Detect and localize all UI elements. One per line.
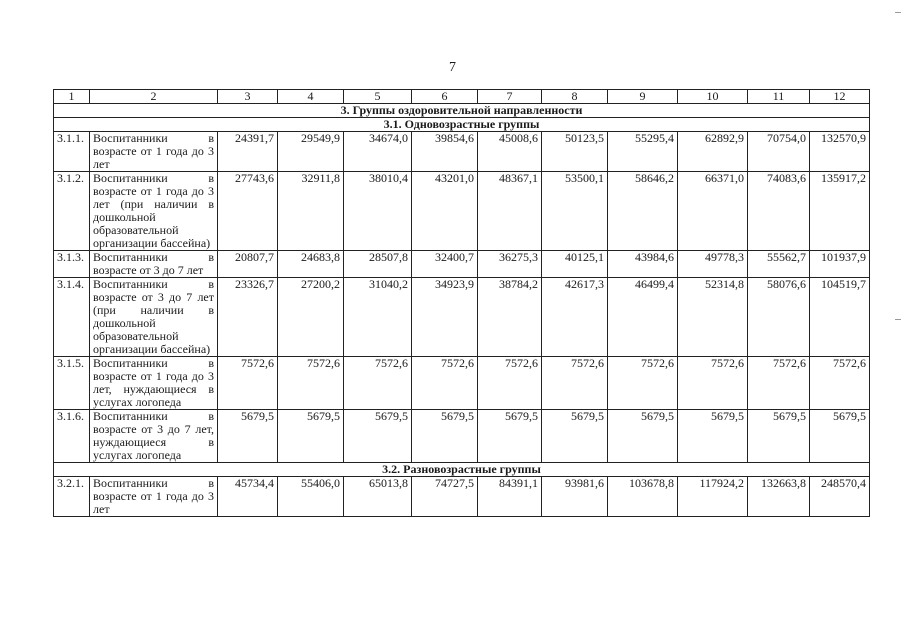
table-row bbox=[54, 278, 870, 357]
margin-mark-middle bbox=[895, 319, 901, 320]
row-value: 70754,0 bbox=[748, 132, 810, 172]
row-value: 93981,6 bbox=[542, 477, 608, 517]
row-value: 36275,3 bbox=[478, 251, 542, 278]
row-value: 55562,7 bbox=[748, 251, 810, 278]
row-value: 50123,5 bbox=[542, 132, 608, 172]
row-description: Воспитанники в возрасте от 1 года до 3 лет (при наличии в дошкольной образовательной организации бассейна) bbox=[90, 172, 218, 251]
row-value: 7572,6 bbox=[278, 357, 344, 410]
column-number: 8 bbox=[542, 90, 608, 104]
row-value: 43201,0 bbox=[412, 172, 478, 251]
row-value: 5679,5 bbox=[678, 410, 748, 463]
row-code: 3.1.4. bbox=[54, 278, 90, 357]
row-value: 7572,6 bbox=[542, 357, 608, 410]
row-code: 3.1.6. bbox=[54, 410, 90, 463]
row-value: 31040,2 bbox=[344, 278, 412, 357]
row-value: 38784,2 bbox=[478, 278, 542, 357]
row-value: 117924,2 bbox=[678, 477, 748, 517]
row-description: Воспитанники в возрасте от 3 до 7 лет bbox=[90, 251, 218, 278]
column-number: 9 bbox=[608, 90, 678, 104]
row-value: 20807,7 bbox=[218, 251, 278, 278]
row-value: 66371,0 bbox=[678, 172, 748, 251]
column-number: 2 bbox=[90, 90, 218, 104]
row-value: 248570,4 bbox=[810, 477, 870, 517]
row-value: 40125,1 bbox=[542, 251, 608, 278]
row-value: 7572,6 bbox=[810, 357, 870, 410]
row-value: 48367,1 bbox=[478, 172, 542, 251]
row-code: 3.1.5. bbox=[54, 357, 90, 410]
row-value: 27200,2 bbox=[278, 278, 344, 357]
row-value: 24683,8 bbox=[278, 251, 344, 278]
row-value: 34923,9 bbox=[412, 278, 478, 357]
column-number: 7 bbox=[478, 90, 542, 104]
row-value: 65013,8 bbox=[344, 477, 412, 517]
table-row bbox=[54, 477, 870, 517]
row-value: 7572,6 bbox=[344, 357, 412, 410]
row-value: 7572,6 bbox=[748, 357, 810, 410]
row-description: Воспитанники в возрасте от 3 до 7 лет, нуждающиеся в услугах логопеда bbox=[90, 410, 218, 463]
row-value: 7572,6 bbox=[412, 357, 478, 410]
page-number: 7 bbox=[449, 60, 456, 75]
row-value: 39854,6 bbox=[412, 132, 478, 172]
subsection-row bbox=[54, 118, 870, 132]
row-value: 7572,6 bbox=[478, 357, 542, 410]
row-value: 135917,2 bbox=[810, 172, 870, 251]
row-value: 43984,6 bbox=[608, 251, 678, 278]
column-number: 1 bbox=[54, 90, 90, 104]
row-description: Воспитанники в возрасте от 1 года до 3 лет bbox=[90, 132, 218, 172]
subsection-row bbox=[54, 463, 870, 477]
row-value: 24391,7 bbox=[218, 132, 278, 172]
margin-mark-top bbox=[895, 12, 901, 13]
section-row bbox=[54, 104, 870, 118]
row-value: 7572,6 bbox=[218, 357, 278, 410]
row-value: 62892,9 bbox=[678, 132, 748, 172]
column-number: 10 bbox=[678, 90, 748, 104]
table-row bbox=[54, 172, 870, 251]
row-value: 32400,7 bbox=[412, 251, 478, 278]
row-value: 101937,9 bbox=[810, 251, 870, 278]
row-code: 3.2.1. bbox=[54, 477, 90, 517]
row-value: 5679,5 bbox=[542, 410, 608, 463]
column-number: 11 bbox=[748, 90, 810, 104]
table-row bbox=[54, 251, 870, 278]
row-value: 42617,3 bbox=[542, 278, 608, 357]
column-number-row bbox=[54, 90, 870, 104]
row-value: 53500,1 bbox=[542, 172, 608, 251]
row-value: 5679,5 bbox=[478, 410, 542, 463]
row-description: Воспитанники в возрасте от 1 года до 3 лет bbox=[90, 477, 218, 517]
row-value: 46499,4 bbox=[608, 278, 678, 357]
row-value: 58646,2 bbox=[608, 172, 678, 251]
row-value: 5679,5 bbox=[608, 410, 678, 463]
row-value: 7572,6 bbox=[678, 357, 748, 410]
column-number: 12 bbox=[810, 90, 870, 104]
table-row bbox=[54, 132, 870, 172]
row-code: 3.1.1. bbox=[54, 132, 90, 172]
row-value: 58076,6 bbox=[748, 278, 810, 357]
row-value: 29549,9 bbox=[278, 132, 344, 172]
row-code: 3.1.2. bbox=[54, 172, 90, 251]
row-value: 132570,9 bbox=[810, 132, 870, 172]
row-value: 74083,6 bbox=[748, 172, 810, 251]
column-number: 5 bbox=[344, 90, 412, 104]
table-row bbox=[54, 357, 870, 410]
subsection-title: 3.2. Разновозрастные группы bbox=[54, 463, 870, 477]
row-value: 34674,0 bbox=[344, 132, 412, 172]
row-value: 23326,7 bbox=[218, 278, 278, 357]
row-value: 45008,6 bbox=[478, 132, 542, 172]
row-value: 49778,3 bbox=[678, 251, 748, 278]
row-value: 28507,8 bbox=[344, 251, 412, 278]
row-value: 74727,5 bbox=[412, 477, 478, 517]
column-number: 3 bbox=[218, 90, 278, 104]
column-number: 4 bbox=[278, 90, 344, 104]
row-value: 32911,8 bbox=[278, 172, 344, 251]
row-description: Воспитанники в возрасте от 3 до 7 лет (при наличии в дошкольной образовательной организации бассейна) bbox=[90, 278, 218, 357]
row-value: 55406,0 bbox=[278, 477, 344, 517]
row-code: 3.1.3. bbox=[54, 251, 90, 278]
row-value: 5679,5 bbox=[412, 410, 478, 463]
row-value: 27743,6 bbox=[218, 172, 278, 251]
row-value: 7572,6 bbox=[608, 357, 678, 410]
row-value: 5679,5 bbox=[810, 410, 870, 463]
row-value: 38010,4 bbox=[344, 172, 412, 251]
row-value: 5679,5 bbox=[748, 410, 810, 463]
row-value: 103678,8 bbox=[608, 477, 678, 517]
row-value: 45734,4 bbox=[218, 477, 278, 517]
row-value: 84391,1 bbox=[478, 477, 542, 517]
tariff-table bbox=[53, 89, 870, 517]
row-value: 132663,8 bbox=[748, 477, 810, 517]
column-number: 6 bbox=[412, 90, 478, 104]
row-description: Воспитанники в возрасте от 1 года до 3 лет, нуждающиеся в услугах логопеда bbox=[90, 357, 218, 410]
row-value: 5679,5 bbox=[218, 410, 278, 463]
row-value: 5679,5 bbox=[278, 410, 344, 463]
table-row bbox=[54, 410, 870, 463]
subsection-title: 3.1. Одновозрастные группы bbox=[54, 118, 870, 132]
row-value: 55295,4 bbox=[608, 132, 678, 172]
row-value: 104519,7 bbox=[810, 278, 870, 357]
row-value: 52314,8 bbox=[678, 278, 748, 357]
row-value: 5679,5 bbox=[344, 410, 412, 463]
section-title: 3. Группы оздоровительной направленности bbox=[54, 104, 870, 118]
